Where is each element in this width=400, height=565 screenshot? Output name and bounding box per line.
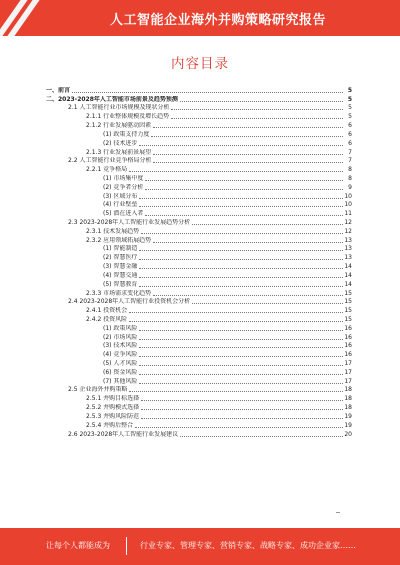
toc-entry[interactable]: [46, 218, 352, 227]
toc-entry[interactable]: [46, 253, 352, 262]
toc-entry-page: 17: [344, 368, 352, 376]
toc-entry-page: 18: [344, 395, 352, 403]
toc-entry[interactable]: [46, 121, 352, 130]
toc-entry-page: 16: [344, 324, 352, 332]
toc-entry-label: (1) 政策支持力度: [103, 130, 150, 138]
toc-entry-label: (3) 区域分布: [103, 192, 138, 200]
toc-entry-page: 20: [344, 430, 352, 438]
report-title: 人工智能企业海外并购策略研究报告: [110, 13, 327, 28]
toc-entry-label: (6) 资金风险: [103, 368, 138, 376]
toc-entry[interactable]: [46, 412, 352, 421]
footer-divider: [126, 537, 127, 555]
toc-entry-page: 6: [348, 122, 352, 130]
toc-entry-label: 2.5.1 并购目标选择: [86, 395, 140, 403]
toc-leader-dots: [139, 365, 343, 366]
footer-slogan-left: 让每个人都能成为: [46, 541, 110, 550]
toc-entry-label: (5) 智慧教育: [103, 280, 138, 288]
toc-entry-page: 19: [344, 412, 352, 420]
report-header: [0, 0, 400, 36]
toc-entry-label: 2.3 2023-2028年人工智能行业发展趋势分析: [68, 219, 191, 226]
toc-entry-label: 2.1.1 行业整体规模及增长趋势: [86, 113, 170, 121]
toc-entry-label: (5) 人才风险: [103, 360, 138, 367]
toc-entry-page: 16: [344, 333, 352, 341]
toc-leader-dots: [145, 215, 343, 216]
toc-entry-page: 8: [348, 166, 352, 174]
toc-leader-dots: [153, 154, 343, 155]
table-of-contents: [46, 86, 352, 439]
toc-entry[interactable]: [46, 271, 352, 280]
toc-entry-label: (2) 市场风险: [103, 333, 138, 341]
toc-leader-dots: [72, 92, 343, 93]
toc-entry-page: 15: [344, 289, 352, 297]
toc-leader-dots: [139, 286, 343, 287]
toc-entry[interactable]: [46, 209, 352, 218]
toc-entry-page: 15: [344, 298, 352, 306]
toc-leader-dots: [139, 383, 343, 384]
toc-leader-dots: [129, 321, 343, 322]
toc-entry-page: 13: [344, 245, 352, 253]
toc-leader-dots: [139, 374, 343, 375]
toc-entry[interactable]: [46, 95, 352, 104]
toc-leader-dots: [180, 101, 343, 102]
toc-leader-dots: [139, 206, 343, 207]
toc-entry-label: 2.1 人工智能行业市场规模及现状分析: [68, 104, 170, 112]
toc-leader-dots: [153, 295, 343, 296]
toc-entry-label: (1) 智能制造: [103, 245, 138, 253]
toc-leader-dots: [153, 242, 343, 243]
toc-entry[interactable]: [46, 377, 352, 386]
toc-entry-page: 9: [348, 183, 352, 191]
toc-entry-page: 12: [344, 219, 352, 226]
toc-entry[interactable]: [46, 342, 352, 351]
page-marker: [336, 512, 340, 513]
toc-leader-dots: [139, 356, 343, 357]
toc-entry[interactable]: [46, 148, 352, 157]
toc-entry[interactable]: [46, 236, 352, 245]
toc-entry[interactable]: [46, 289, 352, 298]
toc-entry-page: 14: [344, 280, 352, 288]
toc-entry[interactable]: [46, 298, 352, 307]
toc-entry[interactable]: [46, 315, 352, 324]
toc-entry-label: 一、前言: [46, 86, 71, 94]
toc-leader-dots: [153, 127, 343, 128]
toc-entry[interactable]: [46, 130, 352, 139]
toc-leader-dots: [141, 409, 343, 410]
toc-leader-dots: [129, 312, 343, 313]
toc-entry[interactable]: [46, 359, 352, 368]
toc-entry[interactable]: [46, 86, 352, 95]
toc-entry-label: (1) 政策风险: [103, 324, 138, 332]
toc-entry-label: 2.3.1 技术发展趋势: [86, 227, 140, 235]
toc-entry-page: 7: [348, 157, 352, 165]
toc-entry-page: 19: [344, 421, 352, 429]
toc-leader-dots: [171, 118, 343, 119]
toc-entry-page: 17: [344, 360, 352, 367]
toc-entry[interactable]: [46, 386, 352, 395]
toc-leader-dots: [129, 391, 343, 392]
toc-entry-label: 二、2023-2028年人工智能市场前景及趋势预测: [46, 95, 178, 103]
toc-entry[interactable]: [46, 262, 352, 271]
toc-leader-dots: [180, 436, 343, 437]
toc-entry[interactable]: [46, 183, 352, 192]
toc-entry-label: 2.4.2 投资风险: [86, 315, 128, 323]
toc-entry-label: (3) 技术风险: [103, 342, 138, 350]
footer-slogan-right: 行业专家、管理专家、营销专家、战略专家、成功企业家……: [140, 541, 356, 550]
toc-leader-dots: [135, 427, 343, 428]
toc-entry-label: (2) 竞争者分析: [103, 183, 144, 191]
report-footer: [0, 528, 400, 565]
toc-entry[interactable]: [46, 174, 352, 183]
toc-entry[interactable]: [46, 368, 352, 377]
toc-entry[interactable]: [46, 333, 352, 342]
toc-entry[interactable]: [46, 421, 352, 430]
toc-entry-page: 15: [344, 307, 352, 315]
toc-entry-label: 2.4 2023-2028年人工智能行业投资机会分析: [68, 298, 191, 306]
toc-entry[interactable]: [46, 280, 352, 289]
toc-leader-dots: [139, 347, 343, 348]
toc-entry-label: 2.5.3 并购风险防范: [86, 412, 140, 420]
toc-entry-page: 18: [344, 386, 352, 394]
toc-entry-label: 2.5 企业海外并购策略: [68, 386, 128, 394]
toc-entry[interactable]: [46, 324, 352, 333]
toc-leader-dots: [139, 250, 343, 251]
toc-entry-label: 2.2.1 竞争格局: [86, 166, 128, 174]
toc-entry-label: 2.2 人工智能行业竞争格局分析: [68, 157, 152, 165]
toc-leader-dots: [139, 277, 343, 278]
toc-leader-dots: [141, 233, 343, 234]
toc-leader-dots: [192, 303, 343, 304]
toc-leader-dots: [139, 268, 343, 269]
toc-entry-page: 10: [344, 192, 352, 200]
toc-leader-dots: [129, 171, 343, 172]
toc-entry-label: 2.4.1 投资机会: [86, 307, 128, 315]
toc-entry-page: 10: [344, 201, 352, 209]
toc-leader-dots: [139, 330, 343, 331]
toc-entry-page: 14: [344, 263, 352, 271]
toc-entry[interactable]: [46, 227, 352, 236]
toc-entry[interactable]: [46, 192, 352, 201]
toc-leader-dots: [151, 136, 343, 137]
toc-entry-page: 6: [348, 139, 352, 147]
toc-heading: 内容目录: [171, 56, 229, 72]
toc-leader-dots: [153, 162, 343, 163]
toc-leader-dots: [145, 180, 343, 181]
toc-leader-dots: [192, 224, 343, 225]
toc-entry-label: 2.3.2 应用领域拓展趋势: [86, 236, 152, 244]
toc-entry-label: (3) 智慧金融: [103, 263, 138, 271]
toc-entry-label: 2.1.3 行业发展前景展望: [86, 148, 152, 156]
toc-leader-dots: [141, 418, 343, 419]
toc-entry[interactable]: [46, 157, 352, 166]
toc-entry-page: 16: [344, 342, 352, 350]
toc-entry-page: 5: [348, 113, 352, 121]
toc-entry[interactable]: [46, 104, 352, 113]
toc-entry[interactable]: [46, 394, 352, 403]
toc-entry-page: 12: [344, 227, 352, 235]
toc-entry-label: (2) 技术进步: [103, 139, 138, 147]
toc-entry-label: (2) 智慧医疗: [103, 254, 138, 262]
toc-entry-page: 17: [344, 377, 352, 385]
toc-entry-label: (4) 智慧交通: [103, 271, 138, 279]
toc-entry[interactable]: [46, 112, 352, 121]
toc-entry-label: 2.1.2 行业发展驱动因素: [86, 122, 152, 130]
toc-entry-label: (7) 其他风险: [103, 377, 138, 385]
toc-entry-page: 13: [344, 254, 352, 262]
toc-entry-label: 2.3.3 市场需求变化趋势: [86, 289, 152, 297]
toc-entry-label: (4) 竞争风险: [103, 351, 138, 359]
toc-entry-page: 11: [344, 210, 352, 218]
toc-entry-label: 2.5.4 并购后整合: [86, 421, 134, 429]
toc-entry-page: 6: [348, 130, 352, 138]
toc-entry-label: (4) 行业壁垒: [103, 201, 138, 209]
toc-entry-page: 5: [348, 104, 352, 112]
toc-entry-label: 2.5.2 并购模式选择: [86, 404, 140, 412]
toc-entry-page: 14: [344, 271, 352, 279]
toc-entry-page: 16: [344, 351, 352, 359]
toc-leader-dots: [141, 400, 343, 401]
toc-entry[interactable]: [46, 245, 352, 254]
toc-entry-page: 5: [347, 95, 352, 103]
toc-entry-label: (5) 潜在进入者: [103, 210, 144, 218]
toc-entry[interactable]: [46, 201, 352, 210]
toc-entry[interactable]: [46, 430, 352, 439]
toc-entry-page: 15: [344, 315, 352, 323]
toc-leader-dots: [139, 259, 343, 260]
toc-entry[interactable]: [46, 306, 352, 315]
toc-entry[interactable]: [46, 350, 352, 359]
toc-leader-dots: [145, 189, 343, 190]
toc-entry[interactable]: [46, 403, 352, 412]
toc-entry-page: 5: [347, 86, 352, 94]
toc-entry-page: 18: [344, 404, 352, 412]
toc-entry-page: 7: [348, 148, 352, 156]
toc-leader-dots: [171, 109, 343, 110]
toc-leader-dots: [139, 198, 343, 199]
toc-leader-dots: [139, 339, 343, 340]
toc-entry-page: 8: [348, 174, 352, 182]
toc-entry-label: (1) 市场集中度: [103, 174, 144, 182]
toc-entry-label: 2.6 2023-2028年人工智能行业发展建议: [68, 430, 179, 438]
toc-entry[interactable]: [46, 139, 352, 148]
toc-leader-dots: [139, 145, 343, 146]
toc-entry-page: 13: [344, 236, 352, 244]
toc-entry[interactable]: [46, 165, 352, 174]
